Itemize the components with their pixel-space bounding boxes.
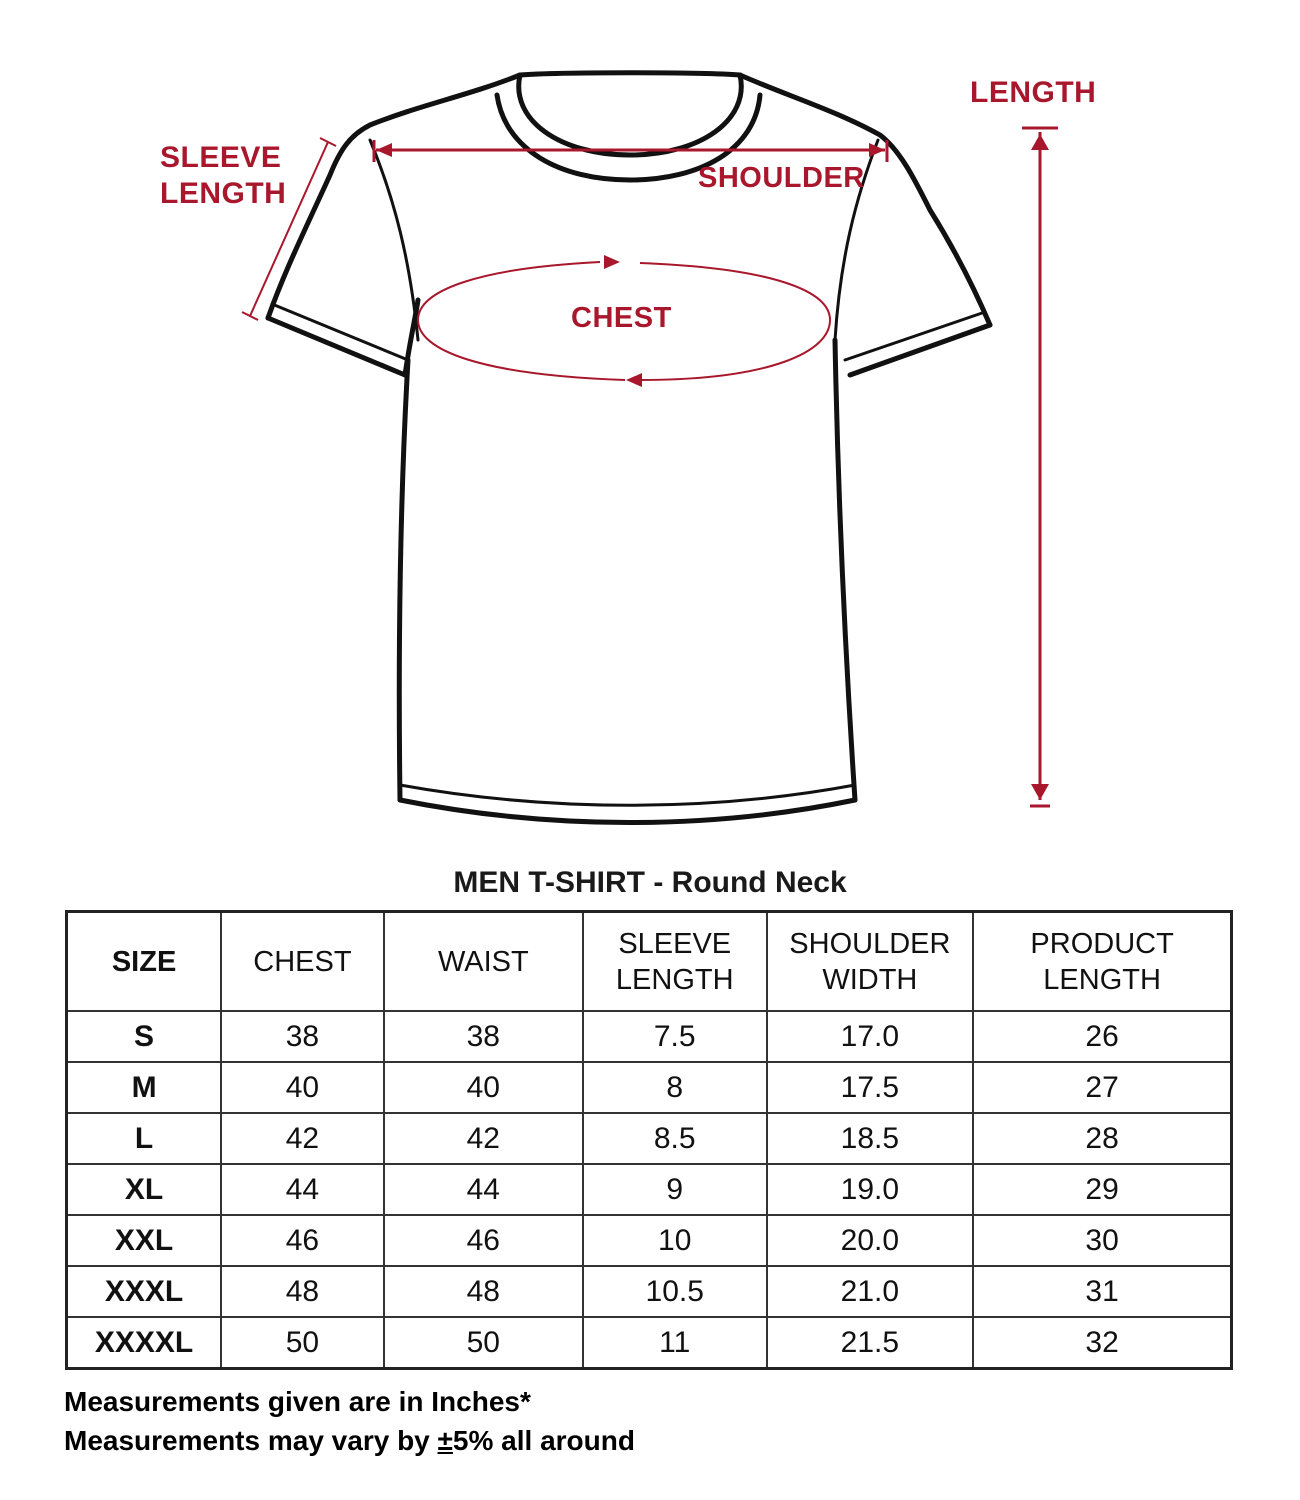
- cell-shoulder-width: 17.0: [767, 1011, 974, 1062]
- header-waist: WAIST: [384, 912, 583, 1012]
- header-chest: CHEST: [221, 912, 384, 1012]
- cell-shoulder-width: 21.5: [767, 1317, 974, 1369]
- cell-product-length: 28: [973, 1113, 1231, 1164]
- cell-size: XXXL: [67, 1266, 222, 1317]
- cell-sleeve-length: 10.5: [583, 1266, 767, 1317]
- cell-chest: 40: [221, 1062, 384, 1113]
- cell-waist: 42: [384, 1113, 583, 1164]
- sleeve-length-label: [160, 140, 286, 212]
- cell-chest: 42: [221, 1113, 384, 1164]
- cell-sleeve-length: 8: [583, 1062, 767, 1113]
- cell-product-length: 30: [973, 1215, 1231, 1266]
- cell-shoulder-width: 21.0: [767, 1266, 974, 1317]
- cell-waist: 44: [384, 1164, 583, 1215]
- header-shoulder-width: SHOULDER WIDTH: [767, 912, 974, 1012]
- cell-waist: 48: [384, 1266, 583, 1317]
- table-row: [67, 1164, 1232, 1215]
- cell-size: L: [67, 1113, 222, 1164]
- cell-size: XXXXL: [67, 1317, 222, 1369]
- cell-sleeve-length: 11: [583, 1317, 767, 1369]
- cell-chest: 50: [221, 1317, 384, 1369]
- cell-shoulder-width: 19.0: [767, 1164, 974, 1215]
- cell-size: XL: [67, 1164, 222, 1215]
- cell-sleeve-length: 9: [583, 1164, 767, 1215]
- size-chart-title: MEN T-SHIRT - Round Neck: [453, 866, 847, 899]
- units-note: Measurements given are in Inches*: [64, 1386, 531, 1417]
- shoulder-label: SHOULDER: [698, 162, 865, 194]
- length-label: LENGTH: [970, 76, 1097, 109]
- cell-shoulder-width: 17.5: [767, 1062, 974, 1113]
- tolerance-note-prefix: Measurements may vary by: [64, 1425, 438, 1456]
- table-row: [67, 1062, 1232, 1113]
- cell-chest: 38: [221, 1011, 384, 1062]
- size-chart-table: [65, 910, 1233, 1370]
- cell-shoulder-width: 18.5: [767, 1113, 974, 1164]
- cell-product-length: 26: [973, 1011, 1231, 1062]
- plus-minus-symbol: ±: [437, 1425, 453, 1456]
- cell-waist: 50: [384, 1317, 583, 1369]
- table-row: [67, 1266, 1232, 1317]
- cell-chest: 44: [221, 1164, 384, 1215]
- cell-waist: 40: [384, 1062, 583, 1113]
- cell-sleeve-length: 8.5: [583, 1113, 767, 1164]
- chest-label: CHEST: [571, 302, 672, 334]
- header-sleeve-length: SLEEVE LENGTH: [583, 912, 767, 1012]
- cell-product-length: 29: [973, 1164, 1231, 1215]
- table-row: [67, 1215, 1232, 1266]
- cell-product-length: 27: [973, 1062, 1231, 1113]
- cell-product-length: 31: [973, 1266, 1231, 1317]
- header-product-length: PRODUCT LENGTH: [973, 912, 1231, 1012]
- table-header-row: [67, 912, 1232, 1012]
- tolerance-note: [64, 1425, 635, 1457]
- cell-size: S: [67, 1011, 222, 1062]
- cell-sleeve-length: 7.5: [583, 1011, 767, 1062]
- cell-size: XXL: [67, 1215, 222, 1266]
- cell-sleeve-length: 10: [583, 1215, 767, 1266]
- sleeve-length-label-line2: LENGTH: [160, 177, 287, 210]
- cell-waist: 38: [384, 1011, 583, 1062]
- cell-size: M: [67, 1062, 222, 1113]
- tolerance-note-suffix: 5% all around: [452, 1425, 635, 1456]
- table-row: [67, 1317, 1232, 1369]
- header-size: SIZE: [67, 912, 222, 1012]
- cell-chest: 46: [221, 1215, 384, 1266]
- cell-chest: 48: [221, 1266, 384, 1317]
- table-row: [67, 1011, 1232, 1062]
- cell-product-length: 32: [973, 1317, 1231, 1369]
- cell-shoulder-width: 20.0: [767, 1215, 974, 1266]
- table-row: [67, 1113, 1232, 1164]
- sleeve-length-label-line1: SLEEVE: [160, 141, 282, 174]
- cell-waist: 46: [384, 1215, 583, 1266]
